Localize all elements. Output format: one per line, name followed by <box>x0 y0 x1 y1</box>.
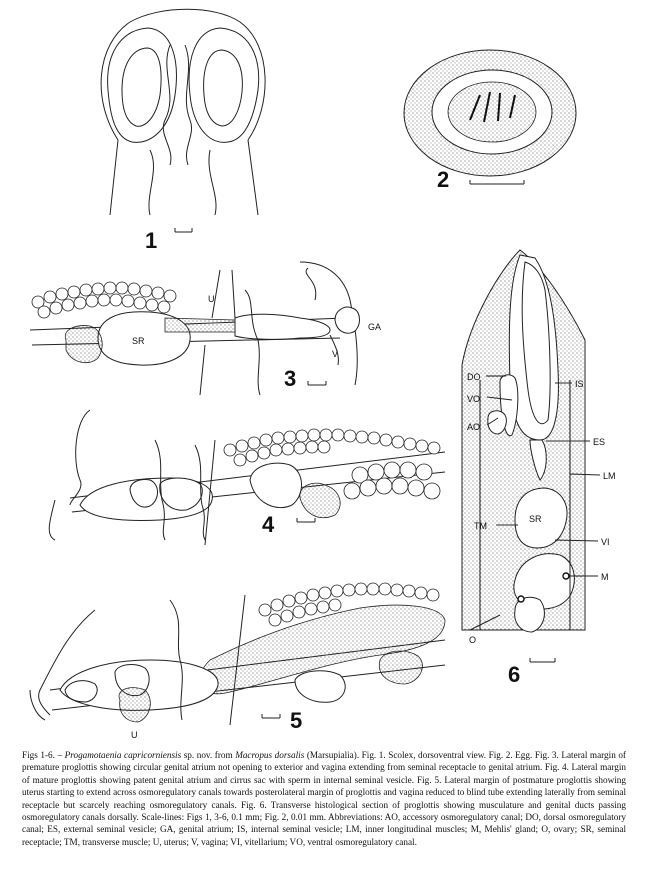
caption-lead: Figs 1-6. – <box>22 750 65 760</box>
fig6-section-drawing <box>462 250 600 662</box>
fig1-scolex-drawing <box>101 9 265 232</box>
fig3-mark-GA: GA <box>368 322 382 332</box>
fig6-mark-SR: SR <box>529 514 542 524</box>
figure-caption <box>22 749 626 848</box>
fig4-proglottis-drawing <box>49 410 445 545</box>
caption-mid: sp. nov. from <box>181 750 236 760</box>
fig5-label: 5 <box>290 708 303 733</box>
fig6-label: 6 <box>508 662 521 687</box>
fig5-proglottis-drawing <box>30 583 445 725</box>
fig2-label: 2 <box>437 167 450 192</box>
fig6-mark-ES: ES <box>593 437 606 447</box>
fig6-mark-O: O <box>469 635 477 645</box>
fig6-mark-DO: DO <box>467 372 481 382</box>
fig3-mark-V: V <box>332 349 339 359</box>
fig3-label: 3 <box>284 366 297 391</box>
caption-species: Progamotaenia capricorniensis <box>64 750 182 760</box>
fig6-mark-TM: TM <box>474 521 487 531</box>
fig3-mark-U: U <box>208 294 215 304</box>
fig2-egg-drawing <box>404 50 576 184</box>
fig6-mark-IS: IS <box>575 379 584 389</box>
fig1-label: 1 <box>145 228 158 253</box>
fig4-label: 4 <box>262 512 275 537</box>
fig6-mark-VI: VI <box>601 537 610 547</box>
fig6-mark-VO: VO <box>467 394 481 404</box>
caption-host: Macropus dorsalis <box>235 750 305 760</box>
fig6-mark-AO: AO <box>467 422 481 432</box>
caption-body: (Marsupialia). Fig. 1. Scolex, dorsoventral view. Fig. 2. Egg. Fig. 3. Lateral margin of premature proglottis showing circular genital atrium not opening to exterior and vagina extending from seminal receptacle to genital atrium. Fig. 4. Lateral margin of mature proglottis showing patent genital atrium and cirrus sac with sperm in internal seminal vesicle. Fig. 5. Lateral margin of postmature proglottis showing uterus starting to extend across osmoregulatory canals towards posterolateral margin of proglottis and vagina reduced to blind tube extending laterally from seminal receptacle but scarcely reaching osmoregulatory canals. Fig. 6. Transverse histological section of proglottis showing musculature and genital ducts passing osmoregulatory canals dorsally. Scale-lines: Figs 1, 3-6, 0.1 mm; Fig. 2, 0.01 mm. Abbreviations: AO, accessory osmoregulatory canal; DO, dorsal osmoregulatory canal; ES, external seminal vesicle; GA, genital atrium; IS, internal seminal vesicle; LM, inner longitudinal muscles; M, Mehlis' gland; O, ovary; SR, seminal receptacle; TM, transverse muscle; U, uterus; V, vagina; VI, vitellarium; VO, ventral osmoregulatory canal. <box>22 750 626 847</box>
fig6-mark-M: M <box>601 572 609 582</box>
fig3-mark-SR: SR <box>132 336 145 346</box>
fig5-mark-U: U <box>131 730 138 740</box>
fig3-proglottis-drawing <box>30 262 359 395</box>
fig6-mark-LM: LM <box>603 471 616 481</box>
